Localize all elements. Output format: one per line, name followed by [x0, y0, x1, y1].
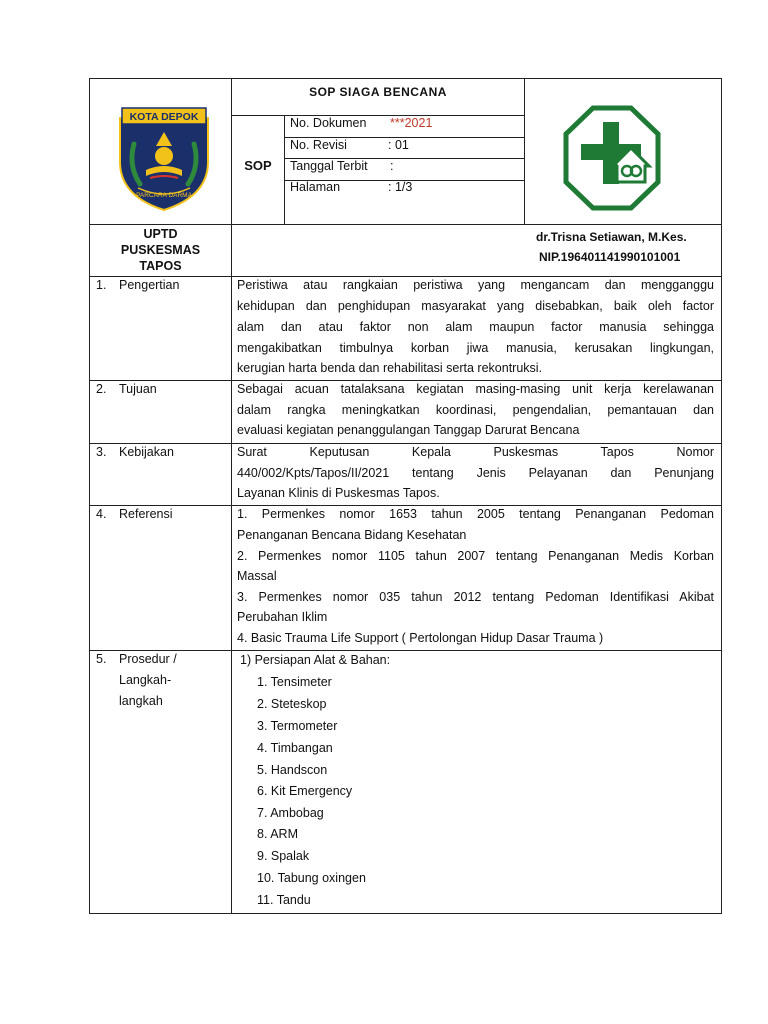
section-label: langkah [119, 694, 163, 708]
section-text-line: kehidupan dan penghidupan masyarakat yang disebabkan, baik oleh factor [237, 299, 714, 313]
section-text-line: Sebagai acuan tatalaksana kegiatan masing-masing unit kerja kerelawanan [237, 382, 714, 396]
section-label: Referensi [119, 507, 173, 521]
equipment-item: 2. Steteskop [257, 697, 327, 711]
section-label: Tujuan [119, 382, 157, 396]
reference-line: 4. Basic Trauma Life Support ( Pertolongan Hidup Dasar Trauma ) [237, 631, 604, 645]
field-label-tanggal-terbit: Tanggal Terbit [290, 159, 368, 173]
section-number: 1. [96, 278, 107, 292]
reference-line: 1. Permenkes nomor 1653 tahun 2005 tentang Penanganan Pedoman [237, 507, 714, 521]
equipment-item: 7. Ambobag [257, 806, 324, 820]
equipment-item: 5. Handscon [257, 763, 328, 777]
field-value-no-dokumen: ***2021 [390, 116, 433, 130]
field-value-halaman: : 1/3 [388, 180, 413, 194]
signatory-name: dr.Trisna Setiawan, M.Kes. [536, 230, 687, 244]
section-label: Langkah- [119, 673, 172, 687]
section-number: 4. [96, 507, 107, 521]
section-label: Pengertian [119, 278, 180, 292]
kota-depok-logo [116, 104, 212, 212]
org-name [90, 226, 231, 274]
reference-line: Penanganan Bencana Bidang Kesehatan [237, 528, 467, 542]
divider [524, 78, 525, 224]
org-name-line: PUSKESMAS [120, 243, 201, 257]
section-text-line: Peristiwa atau rangkaian peristiwa yang mengancam dan mengganggu [237, 278, 714, 292]
equipment-item: 1. Tensimeter [257, 675, 332, 689]
equipment-item: 4. Timbangan [257, 741, 333, 755]
reference-line: 2. Permenkes nomor 1105 tahun 2007 tentang Penanganan Medis Korban [237, 549, 714, 563]
field-label-halaman: Halaman [290, 180, 341, 194]
procedure-heading: 1) Persiapan Alat & Bahan: [240, 653, 391, 667]
equipment-item: 11. Tandu [257, 893, 311, 907]
section-text-line: Layanan Klinis di Puskesmas Tapos. [237, 486, 440, 500]
divider [89, 650, 722, 651]
document-title: SOP SIAGA BENCANA [309, 85, 447, 99]
section-text-line: 440/002/Kpts/Tapos/II/2021 tentang Jenis Pelayanan dan Penunjang [237, 466, 714, 480]
equipment-item: 8. ARM [257, 827, 298, 841]
equipment-item: 9. Spalak [257, 849, 310, 863]
section-text-line: evaluasi kegiatan penanggulangan Tanggap Darurat Bencana [237, 423, 580, 437]
reference-line: Massal [237, 569, 277, 583]
field-value-tanggal-terbit: : [390, 159, 394, 173]
divider [231, 78, 232, 914]
equipment-item: 10. Tabung oxingen [257, 871, 366, 885]
table-border-bottom [89, 913, 722, 914]
puskesmas-logo [563, 104, 661, 212]
section-text-line: dalam rangka meningkatkan koordinasi, pengendalian, pemantauan dan [237, 403, 714, 417]
section-number: 5. [96, 652, 107, 666]
section-number: 3. [96, 445, 107, 459]
section-text-line: Surat Keputusan Kepala Puskesmas Tapos Nomor [237, 445, 714, 459]
signatory-nip: NIP.196401141990101001 [539, 250, 681, 264]
section-label: Prosedur / [119, 652, 177, 666]
section-text-line: alam dan atau faktor non alam maupun factor manusia sehingga [237, 320, 714, 334]
section-text-line: kerugian harta benda dan rehabilitasi serta rekontruksi. [237, 361, 543, 375]
field-label-no-dokumen: No. Dokumen [290, 116, 367, 130]
equipment-item: 6. Kit Emergency [257, 784, 353, 798]
table-border-right [721, 78, 722, 914]
sop-label: SOP [244, 158, 272, 173]
reference-line: Perubahan Iklim [237, 610, 328, 624]
section-number: 2. [96, 382, 107, 396]
divider [231, 115, 525, 116]
divider [89, 224, 722, 225]
field-value-no-revisi: : 01 [388, 138, 409, 152]
logo-text-top: KOTA DEPOK [129, 111, 199, 123]
equipment-item: 3. Termometer [257, 719, 338, 733]
divider [284, 115, 285, 224]
table-border-top [89, 78, 722, 79]
reference-line: 3. Permenkes nomor 035 tahun 2012 tentang Pedoman Identifikasi Akibat [237, 590, 714, 604]
section-label: Kebijakan [119, 445, 174, 459]
table-border-left [89, 78, 90, 914]
section-text-line: mengakibatkan timbulnya korban jiwa manusia, kerusakan lingkungan, [237, 341, 714, 355]
org-name-line: TAPOS [139, 259, 182, 273]
field-label-no-revisi: No. Revisi [290, 138, 347, 152]
logo-text-bottom: PARCARA DARMA [136, 192, 192, 199]
org-name-line: UPTD [143, 227, 178, 241]
